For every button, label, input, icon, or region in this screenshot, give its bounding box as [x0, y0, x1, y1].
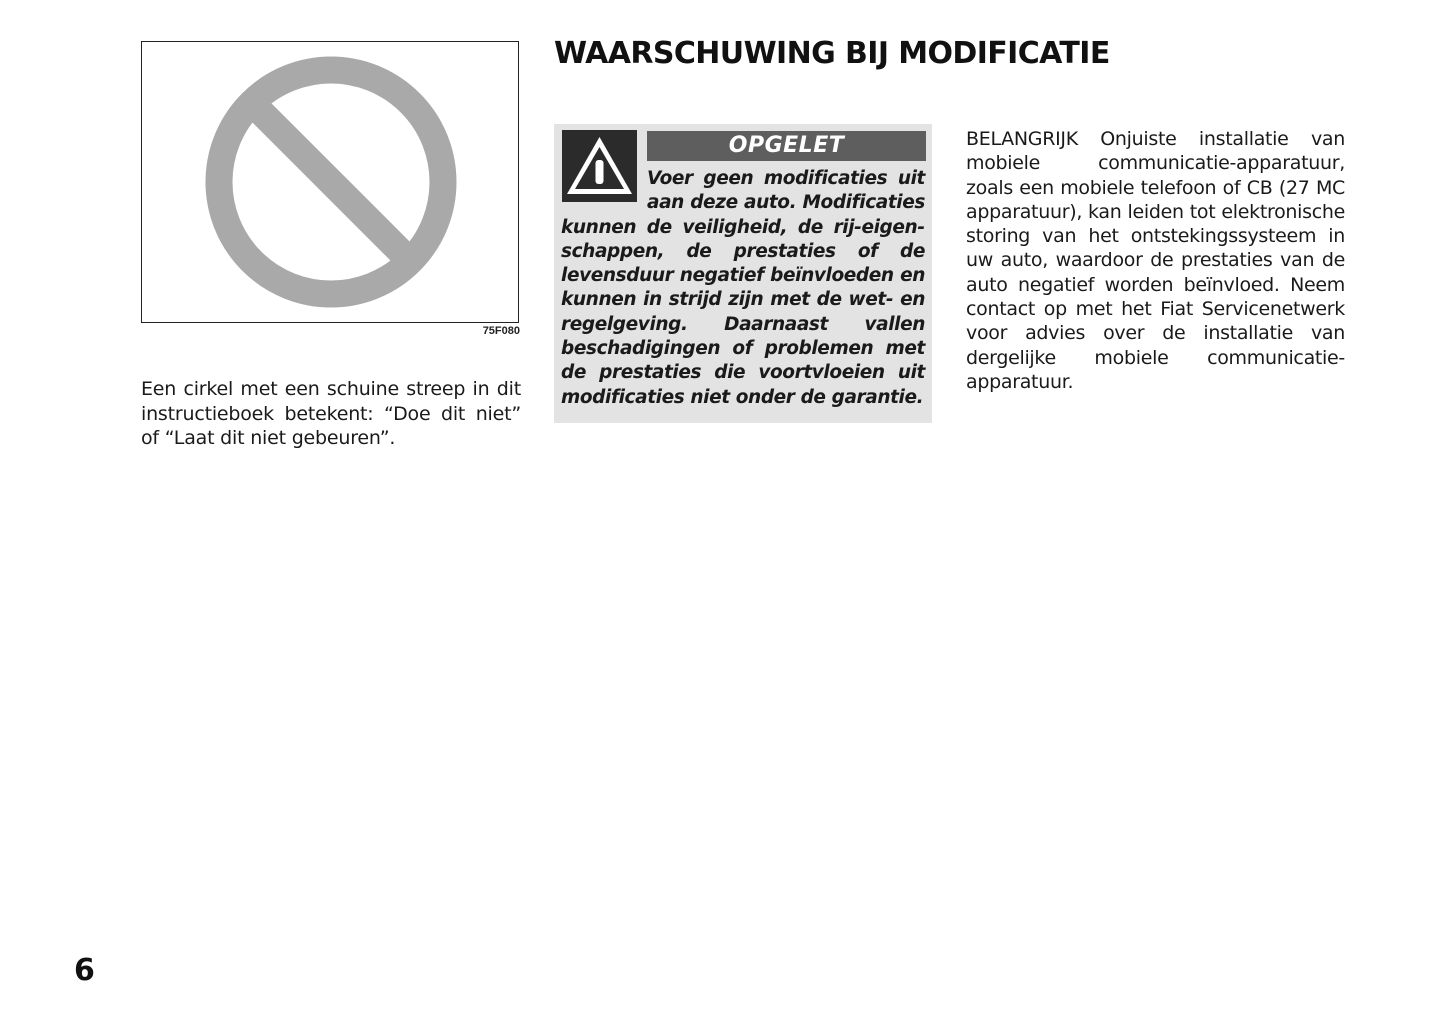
notice-paragraph: BELANGRIJK Onjuiste installatie van mobiele communicatie-apparatuur, zoals een mobiele telefoon of CB (27 MC apparatuur), kan leiden tot elektronische storing van het ontstekingssysteem in uw auto, waardoor de prestaties van de auto negatief worden beïnvloed. Neem contact op met het Fiat Servicenetwerk voor advies over de installatie van dergelijke mobiele communicatie-apparatuur. [966, 128, 1345, 393]
warning-text-block [561, 167, 925, 410]
prohibition-icon [142, 42, 518, 322]
figure-code: 75F080 [482, 325, 520, 337]
figure-caption: Een cirkel met een schuine streep in dit instructieboek betekent: “Doe dit niet” of “Laat dit niet gebeuren”. [141, 378, 521, 449]
warning-text: Voer geen modificaties uit aan deze auto. Modificaties kunnen de veiligheid, de rij-eigenschappen, de prestaties of de levensduur negatief beïnvloeden en kunnen in strijd zijn met de wet- en regelgeving. Daarnaast vallen beschadigingen of problemen met de prestaties die voortvloeien uit modificaties niet onder de garantie. [561, 168, 925, 408]
warning-box [554, 124, 932, 423]
figure-panel [141, 41, 519, 323]
section-title: WAARSCHUWING BIJ MODIFICATIE [554, 36, 1110, 71]
warning-header: OPGELET [647, 131, 926, 161]
page-number: 6 [74, 953, 95, 988]
